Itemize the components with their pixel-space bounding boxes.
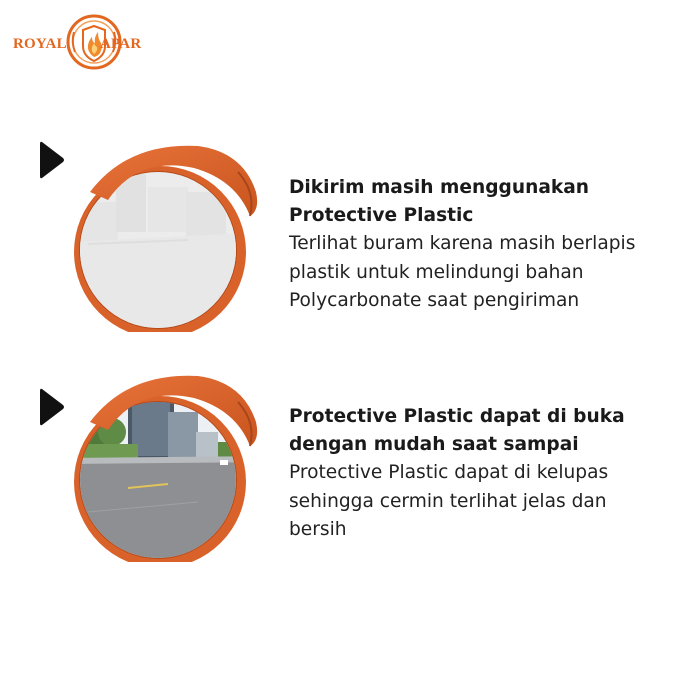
brand-name-left: ROYAL xyxy=(13,36,67,52)
section-body-line-3: Polycarbonate saat pengiriman xyxy=(289,290,580,312)
clear-convex-mirror-image xyxy=(68,362,268,562)
section-body-line-1: Protective Plastic dapat di kelupas xyxy=(289,462,609,483)
covered-convex-mirror-image xyxy=(68,132,268,332)
section-title-line-2: Protective Plastic xyxy=(289,205,474,226)
play-triangle-icon xyxy=(38,386,66,428)
brand-name-right: APAR xyxy=(100,36,142,52)
brand-logo xyxy=(12,10,146,74)
section-body-line-2: sehingga cermin terlihat jelas dan xyxy=(289,490,607,512)
section-body-line-2: plastik untuk melindungi bahan xyxy=(289,261,584,283)
section-clear-text xyxy=(289,403,694,545)
section-title-line-2: dengan mudah saat sampai xyxy=(289,434,579,455)
section-body-line-1: Terlihat buram karena masih berlapis xyxy=(289,233,636,254)
section-title-line-1: Protective Plastic dapat di buka xyxy=(289,406,625,427)
play-triangle-icon xyxy=(38,139,66,181)
section-body-line-3: bersih xyxy=(289,519,347,541)
section-title-line-1: Dikirim masih menggunakan xyxy=(289,177,590,198)
section-covered-text xyxy=(289,174,694,316)
